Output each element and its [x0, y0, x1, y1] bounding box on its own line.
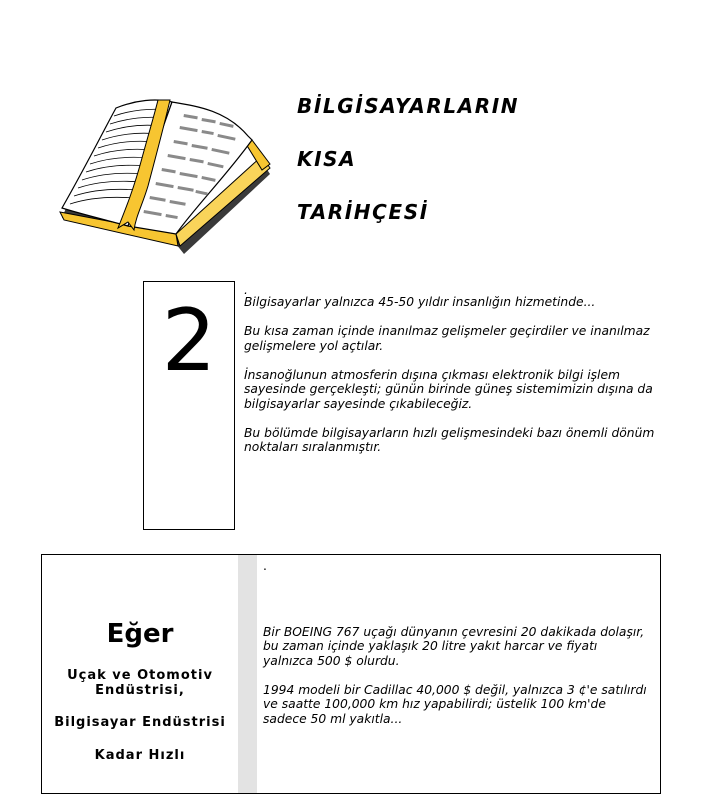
book-illustration: [56, 96, 276, 256]
intro-paragraph: Bu kısa zaman içinde inanılmaz gelişmeler geçirdiler ve inanılmaz gelişmelere yol açtılar.: [244, 324, 650, 353]
page-title: [297, 96, 519, 255]
intro-paragraph: İnsanoğlunun atmosferin dışına çıkması elektronik bilgi işlem sayesinde gerçekleşti; günün birinde güneş sistemimizin dışına da bilgisayarlar sayesinde çıkabileceğiz.: [244, 367, 653, 411]
comparison-paragraph: Bir BOEING 767 uçağı dünyanın çevresini 20 dakikada dolaşır, bu zaman içinde yaklaşık 20 litre yakıt harcar ve fiyatı yalnızca 500 $ olurdu.: [263, 624, 645, 668]
comparison-paragraph: 1994 modeli bir Cadillac 40,000 $ değil, yalnızca 3 ¢'e satılırdı ve saatte 100,000 km hız yapabilirdi; üstelik 100 km'de sadece 50 ml yakıtla...: [263, 682, 647, 726]
comparison-subheading: Uçak ve Otomotiv Endüstrisi,: [67, 668, 213, 698]
chapter-number-box: [143, 281, 235, 530]
title-line-3: TARİHÇESİ: [297, 200, 429, 224]
title-line-1: BİLGİSAYARLARIN: [297, 94, 520, 118]
comparison-subheading: Bilgisayar Endüstrisi: [54, 715, 226, 730]
intro-paragraph: Bilgisayarlar yalnızca 45-50 yıldır insanlığın hizmetinde...: [244, 295, 596, 309]
comparison-box: [41, 554, 661, 794]
comparison-heading: Eğer: [106, 619, 174, 649]
divider-column: [238, 555, 257, 793]
comparison-heading-cell: [42, 555, 238, 793]
comparison-dot: .: [263, 559, 267, 573]
intro-paragraph: Bu bölümde bilgisayarların hızlı gelişmesindeki bazı önemli dönüm noktaları sıralanmıştır.: [244, 425, 655, 454]
chapter-number: 2: [161, 291, 217, 391]
title-line-2: KISA: [297, 147, 357, 171]
comparison-subheading: Kadar Hızlı: [94, 748, 186, 763]
comparison-text-cell: [263, 559, 648, 741]
open-book-icon: [56, 96, 276, 256]
chapter-intro: [244, 285, 664, 469]
intro-dot: .: [244, 283, 248, 297]
